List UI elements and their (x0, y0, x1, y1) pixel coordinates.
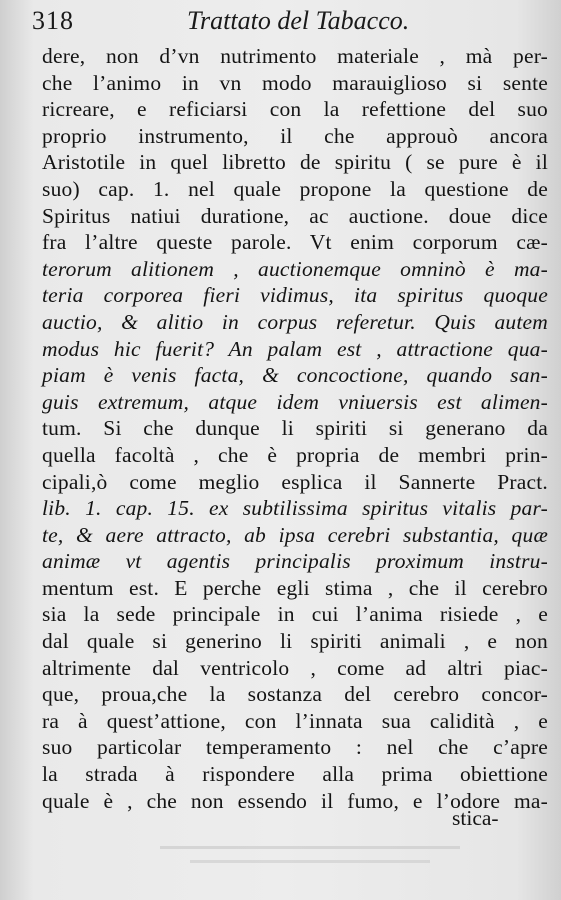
text-line: ra à quest’attione, con l’innata sua calidità , e (42, 708, 548, 733)
text-line-latin: animæ vt agentis principalis proximum instru- (42, 549, 548, 574)
show-through-smudge (150, 838, 470, 878)
page-number: 318 (32, 6, 74, 35)
text-line-latin: lib. 1. cap. 15. ex subtilissima spiritus vitalis par- (42, 496, 548, 521)
page-header (32, 6, 542, 40)
text-line: suo) cap. 1. nel quale propone la questione de (42, 176, 548, 201)
text-line-latin: te, & aere attracto, ab ipsa cerebri substantia, quæ (42, 522, 548, 547)
text-line: dere, non d’vn nutrimento materiale , mà per- (42, 44, 548, 68)
show-through-texture (150, 838, 470, 878)
text-line-latin: teria corporea fieri vidimus, ita spiritus quoque (42, 283, 548, 308)
text-line: ricreare, e reficiarsi con la refettione del suo (42, 97, 548, 122)
text-line: que, proua,che la sostanza del cerebro concor- (42, 682, 548, 707)
text-line: altrimente dal ventricolo , come ad altri piac- (42, 655, 548, 680)
running-title: Trattato del Tabacco. (187, 6, 410, 35)
text-line: suo particolar temperamento : nel che c’apre (42, 735, 548, 760)
text-line: tum. Si che dunque li spiriti si generano da (42, 416, 548, 441)
text-line: fra l’altre queste parole. Vt enim corporum cæ- (42, 230, 548, 255)
text-line-latin: auctio, & alitio in corpus referetur. Quis autem (42, 309, 548, 334)
text-line: quella facoltà , che è propria de membri prin- (42, 442, 548, 467)
text-line: che l’animo in vn modo marauiglioso si sente (42, 70, 548, 95)
text-line: mentum est. E perche egli stima , che il cerebro (42, 575, 548, 600)
text-line: cipali,ò come meglio esplica il Sannerte Pract. (42, 469, 548, 494)
text-line: sia la sede principale in cui l’anima risiede , e (42, 602, 548, 627)
catchword: stica- (452, 806, 499, 830)
text-line: Spiritus natiui duratione, ac auctione. doue dice (42, 203, 548, 228)
text-line-latin: piam è venis facta, & concoctione, quando san- (42, 363, 548, 388)
text-line-latin: terorum alitionem , auctionemque omninò è ma- (42, 256, 548, 281)
text-line-latin: modus hic fuerit? An palam est , attractione qua- (42, 336, 548, 361)
text-line-latin: guis extremum, atque idem vniuersis est alimen- (42, 389, 548, 414)
text-line: quale è , che non essendo il fumo, e l’odore ma- (42, 788, 548, 813)
text-line: Aristotile in quel libretto de spiritu ( se pure è il (42, 150, 548, 175)
body-text (42, 43, 548, 814)
text-line: la strada à rispondere alla prima obiettione (42, 762, 548, 787)
text-line: dal quale si generino li spiriti animali , e non (42, 629, 548, 654)
text-line: proprio instrumento, il che approuò ancora (42, 123, 548, 148)
